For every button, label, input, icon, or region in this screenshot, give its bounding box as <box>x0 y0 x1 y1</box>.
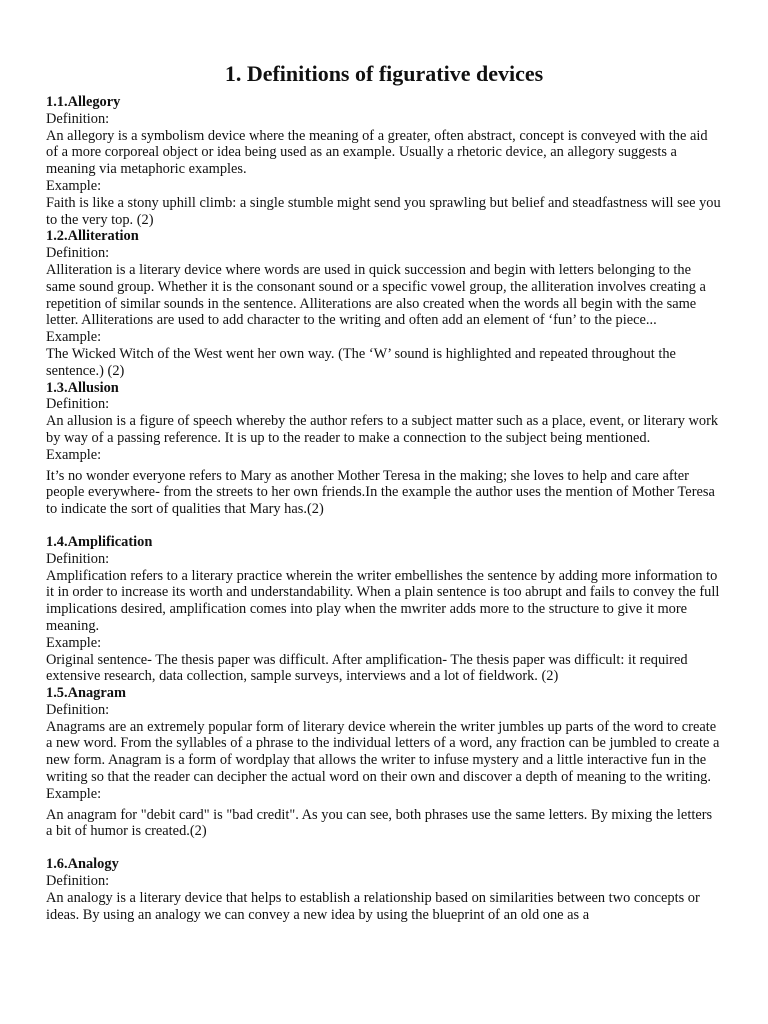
example-label: Example: <box>46 329 102 346</box>
definition-label: Definition: <box>46 245 110 262</box>
section-heading: 1.5.Anagram <box>46 685 126 702</box>
section-heading: 1.3.Allusion <box>46 379 119 396</box>
section-allegory <box>46 94 722 228</box>
definition-label: Definition: <box>46 873 110 890</box>
example-label: Example: <box>46 177 102 194</box>
section-amplification <box>46 534 722 685</box>
example-label: Example: <box>46 785 102 802</box>
example-text: The Wicked Witch of the West went her own way. (The ‘W’ sound is highlighted and repeated throughout the sentence.) (2) <box>46 345 676 379</box>
definition-text: Amplification refers to a literary practice wherein the writer embellishes the sentence by adding more information to it in order to increase its worth and understandability. When a plain sentence is too abrupt and fails to convey the full implications desired, amplification comes into play when the mwriter adds more to the structure to give it more meaning. <box>46 567 720 634</box>
section-analogy <box>46 856 722 923</box>
definition-text: Alliteration is a literary device where words are used in quick succession and begin with letters belonging to the same sound group. Whether it is the consonant sound or a specific vowel group, the alliteration involves creating a repetition of similar sounds in the sentence. Alliterations are also created when the words all begin with the same letter. Alliterations are used to add character to the writing and often add an element of ‘fun’ to the piece... <box>46 261 706 329</box>
example-text: Original sentence- The thesis paper was difficult. After amplification- The thesis paper was difficult: it required extensive research, data collection, sample surveys, interviews and a lot of fieldwork. (2) <box>46 651 688 685</box>
example-text: An anagram for "debit card" is "bad credit". As you can see, both phrases use the same letters. By mixing the letters a bit of humor is created.(2) <box>46 806 713 840</box>
definition-label: Definition: <box>46 110 110 127</box>
definition-label: Definition: <box>46 701 110 718</box>
definition-text: An allegory is a symbolism device where the meaning of a greater, often abstract, concept is conveyed with the aid of a more corporeal object or idea being used as an example. Usually a rhetoric device, an allegory suggests a meaning via metaphoric examples. <box>46 127 708 178</box>
definition-text: Anagrams are an extremely popular form of literary device wherein the writer jumbles up parts of the word to create a new word. From the syllables of a phrase to the individual letters of a word, any fraction can be jumbled to create a new form. Anagram is a form of wordplay that allows the writer to infuse mystery and a little interactive fun in the writing so that the reader can decipher the actual word on their own and discover a depth of meaning to the writing. <box>46 718 720 786</box>
section-anagram <box>46 685 722 840</box>
section-heading: 1.6.Analogy <box>46 856 119 873</box>
definition-label: Definition: <box>46 396 110 413</box>
page-title: 1. Definitions of figurative devices <box>224 61 544 86</box>
section-heading: 1.1.Allegory <box>46 94 121 110</box>
example-text: Faith is like a stony uphill climb: a single stumble might send you sprawling but belief and steadfastness will see you to the very top. (2) <box>46 194 721 228</box>
definition-text: An analogy is a literary device that helps to establish a relationship based on similarities between two concepts or ideas. By using an analogy we can convey a new idea by using the blueprint of an old one as a <box>46 889 700 923</box>
example-label: Example: <box>46 634 102 651</box>
section-allusion <box>46 380 722 518</box>
section-heading: 1.2.Alliteration <box>46 228 139 245</box>
definition-text: An allusion is a figure of speech whereby the author refers to a subject matter such as a place, event, or literary work by way of a passing reference. It is up to the reader to make a connection to the subject being mentioned. <box>46 413 719 446</box>
example-text: It’s no wonder everyone refers to Mary as another Mother Teresa in the making; she loves to help and care after people everywhere- from the streets to her own friends.In the example the author uses the mention of Mother Teresa to indicate the sort of qualities that Mary has.(2) <box>46 467 715 518</box>
section-heading: 1.4.Amplification <box>46 533 153 550</box>
example-label: Example: <box>46 446 102 463</box>
section-alliteration <box>46 228 722 379</box>
definition-label: Definition: <box>46 550 110 567</box>
